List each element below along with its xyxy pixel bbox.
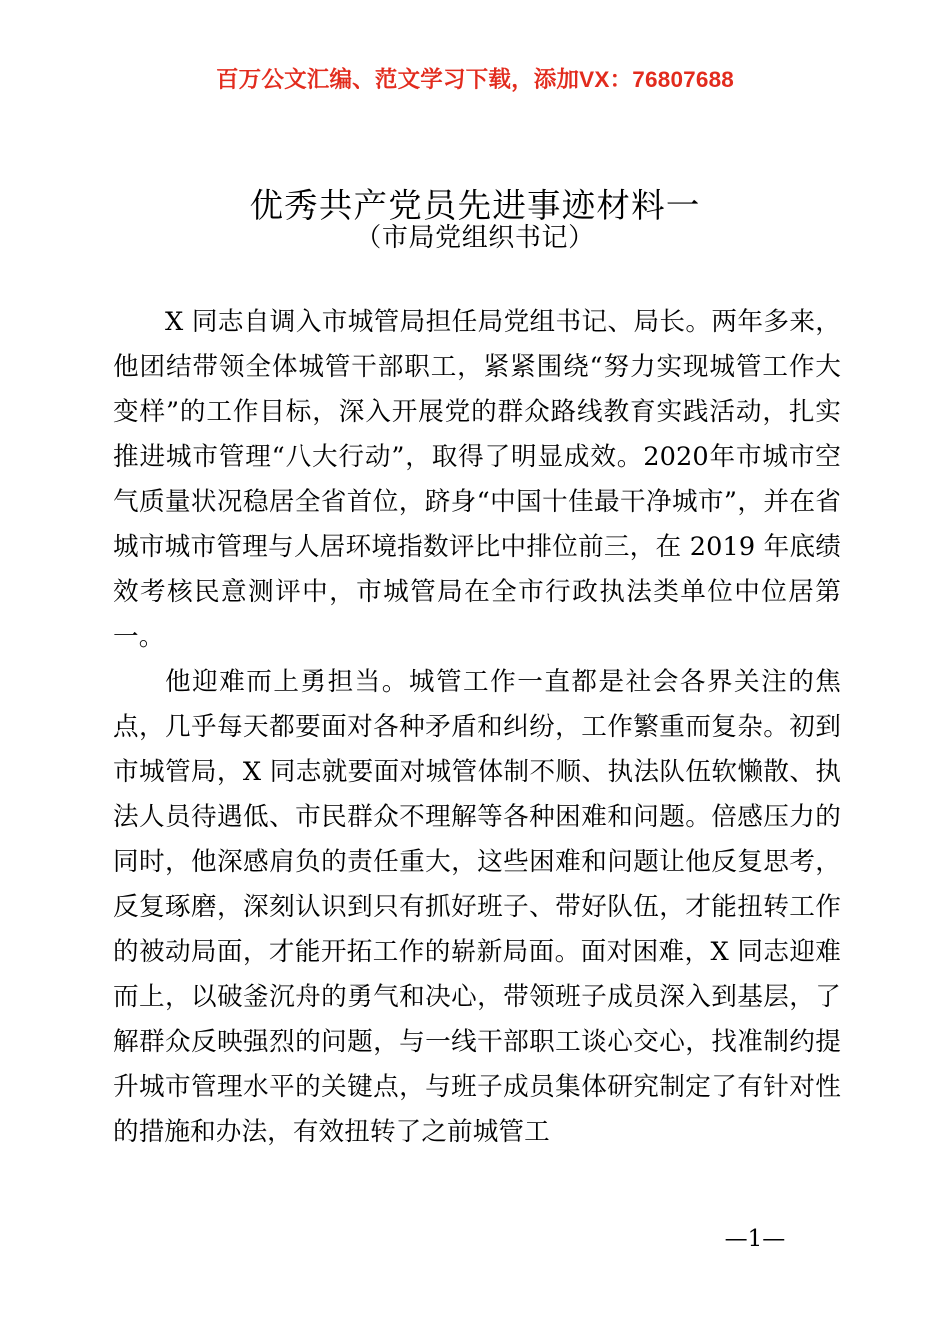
body-paragraph-2: 他迎难而上勇担当。城管工作一直都是社会各界关注的焦点，几乎每天都要面对各种矛盾和纠纷，工作繁重而复杂。初到市城管局，X 同志就要面对城管体制不顺、执法队伍软懒散、执法人员待遇低、市民群众不理解等各种困难和问题。倍感压力的同时，他深感肩负的责任重大，这些困难和问题让他反复思考，反复琢磨，深刻认识到只有抓好班子、带好队伍，才能扭转工作的被动局面，才能开拓工作的崭新局面。面对困难，X 同志迎难而上，以破釜沉舟的勇气和决心，带领班子成员深入到基层，了解群众反映强烈的问题，与一线干部职工谈心交心，找准制约提升城市管理水平的关键点，与班子成员集体研究制定了有针对性的措施和办法，有效扭转了之前城管工: [113, 667, 841, 1147]
body-paragraph-1: X 同志自调入市城管局担任局党组书记、局长。两年多来，他团结带领全体城管干部职工，紧紧围绕“努力实现城管工作大变样”的工作目标，深入开展党的群众路线教育实践活动，扎实推进城市管理“八大行动”，取得了明显成效。2020年市城市空气质量状况稳居全省首位，跻身“中国十佳最干净城市”，并在省城市城市管理与人居环境指数评比中排位前三，在 2019 年底绩效考核民意测评中，市城管局在全市行政执法类单位中位居第一。: [113, 307, 841, 652]
promo-header-banner: 百万公文汇编、范文学习下载，添加VX：76807688: [215, 67, 735, 92]
page-number-label: —1—: [724, 1226, 786, 1252]
page-title: 优秀共产党员先进事迹材料一: [249, 186, 701, 226]
page-footer: [0, 1226, 950, 1252]
page-subtitle: （市局党组织书记）: [355, 223, 595, 253]
document-body: [113, 300, 841, 1155]
